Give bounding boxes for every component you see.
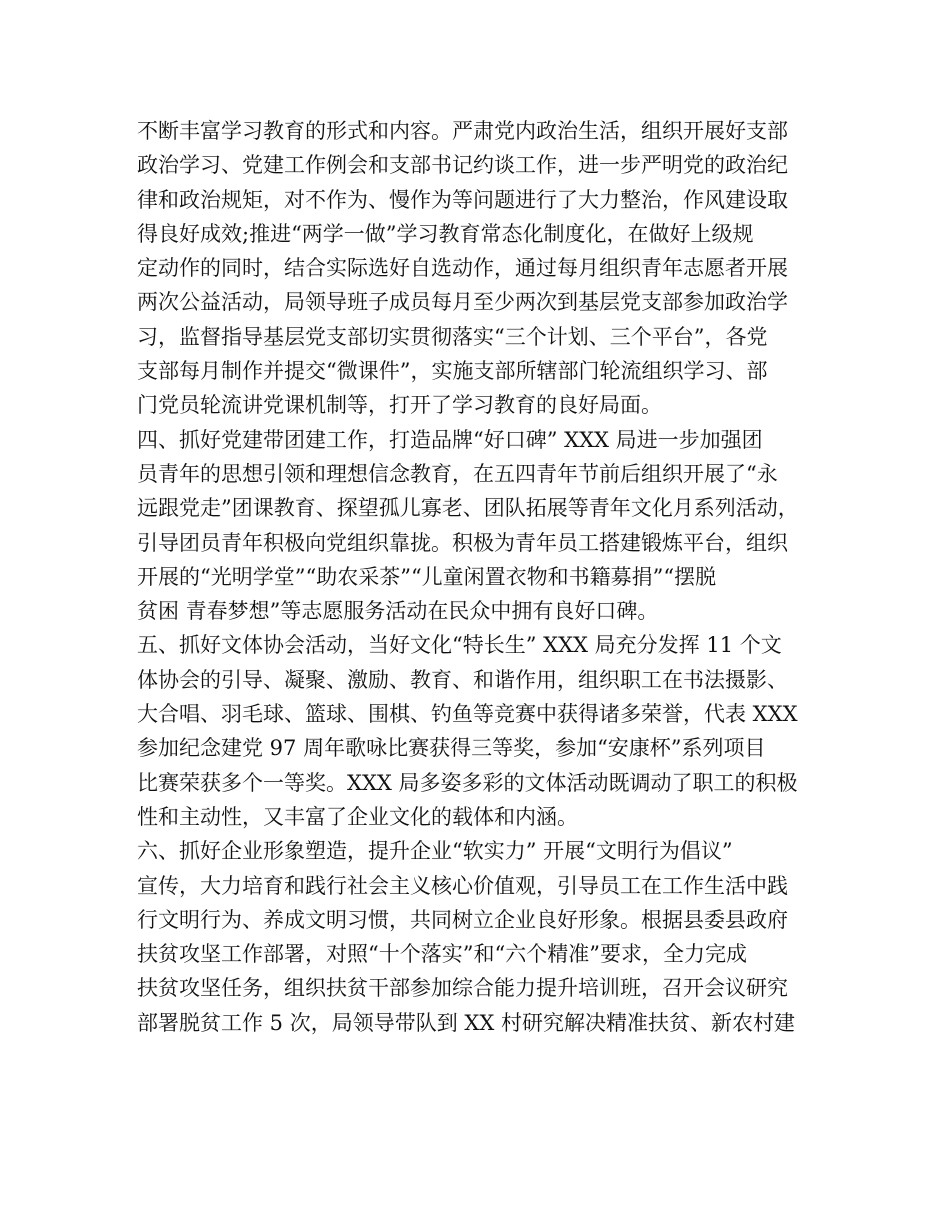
text-line: 得良好成效;推进“两学一做”学习教育常态化制度化，在做好上级规 xyxy=(137,221,754,246)
section-heading-line: 五、抓好文体协会活动，当好文化“特长生” XXX 局充分发挥 11 个文 xyxy=(137,633,782,658)
text-line: 门党员轮流讲党课机制等，打开了学习教育的良好局面。 xyxy=(137,393,662,418)
text-line: 远跟党走”团课教育、探望孤儿寡老、团队拓展等青年文化月系列活动， xyxy=(137,496,799,521)
text-line: 扶贫攻坚任务，组织扶贫干部参加综合能力提升培训班，召开会议研究 xyxy=(137,976,788,1001)
text-line: 开展的“光明学堂”“助农采茶”“儿童闲置衣物和书籍募捐”“摆脱 xyxy=(137,564,717,589)
text-line: 两次公益活动，局领导班子成员每月至少两次到基层党支部参加政治学 xyxy=(137,290,788,315)
text-line: 比赛荣获多个一等奖。XXX 局多姿多彩的文体活动既调动了职工的积极 xyxy=(137,770,798,795)
section-heading-line: 四、抓好党建带团建工作，打造品牌“好口碑” XXX 局进一步加强团 xyxy=(137,427,763,452)
text-line: 部署脱贫工作 5 次，局领导带队到 XX 村研究解决精准扶贫、新农村建 xyxy=(137,1010,795,1035)
section-heading-line: 六、抓好企业形象塑造，提升企业“软实力” 开展“文明行为倡议” xyxy=(137,839,733,864)
text-line: 不断丰富学习教育的形式和内容。严肃党内政治生活，组织开展好支部 xyxy=(137,119,788,143)
text-line: 贫困 青春梦想”等志愿服务活动在民众中拥有良好口碑。 xyxy=(137,599,659,624)
text-line: 引导团员青年积极向党组织靠拢。积极为青年员工搭建锻炼平台，组织 xyxy=(137,530,788,555)
text-line: 体协会的引导、凝聚、激励、教育、和谐作用，组织职工在书法摄影、 xyxy=(137,667,788,692)
text-line: 参加纪念建党 97 周年歌咏比赛获得三等奖，参加“安康杯”系列项目 xyxy=(137,736,766,761)
text-line: 员青年的思想引领和理想信念教育，在五四青年节前后组织开展了“永 xyxy=(137,461,778,486)
text-line: 律和政治规矩，对不作为、慢作为等问题进行了大力整治，作风建设取 xyxy=(137,187,788,212)
text-line: 行文明行为、养成文明习惯，共同树立企业良好形象。根据县委县政府 xyxy=(137,907,788,932)
text-line: 支部每月制作并提交“微课件”，实施支部所辖部门轮流组织学习、部 xyxy=(137,359,768,384)
text-line: 性和主动性，又丰富了企业文化的载体和内涵。 xyxy=(137,804,578,829)
text-line: 政治学习、党建工作例会和支部书记约谈工作，进一步严明党的政治纪 xyxy=(137,153,788,178)
text-line: 定动作的同时，结合实际选好自选动作，通过每月组织青年志愿者开展 xyxy=(137,256,788,281)
text-line: 习，监督指导基层党支部切实贯彻落实“三个计划、三个平台”，各党 xyxy=(137,324,768,349)
document-body xyxy=(137,114,827,1040)
text-line: 扶贫攻坚工作部署，对照“十个落实”和“六个精准”要求，全力完成 xyxy=(137,942,747,967)
text-line: 大合唱、羽毛球、篮球、围棋、钓鱼等竞赛中获得诸多荣誉，代表 XXX xyxy=(137,702,798,727)
text-line: 宣传，大力培育和践行社会主义核心价值观，引导员工在工作生活中践 xyxy=(137,873,788,898)
